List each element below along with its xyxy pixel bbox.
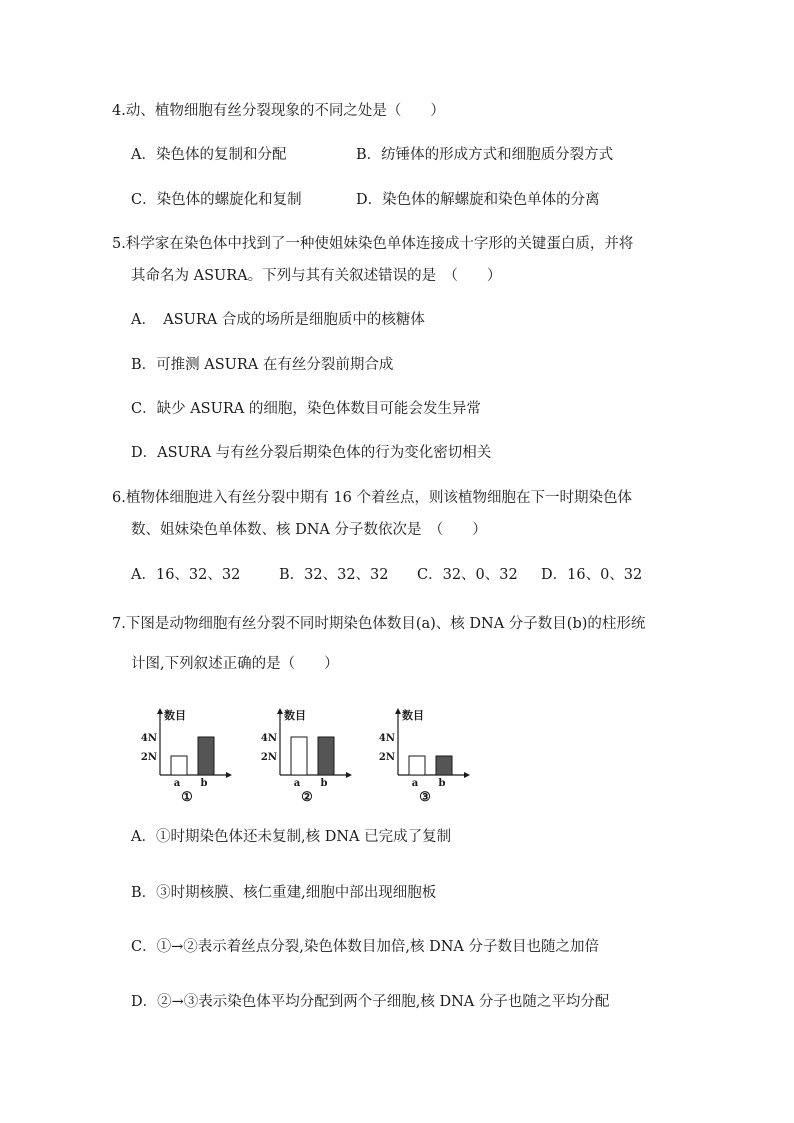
x-tick-label: a <box>173 778 181 789</box>
bar-chart-3 <box>368 700 478 810</box>
y-axis-label: 数目 <box>164 709 186 722</box>
chart-title: ③ <box>419 790 431 805</box>
question-5-option-c: C．缺少 ASURA 的细胞，染色体数目可能会发生异常 <box>131 401 481 417</box>
bar-b <box>198 737 214 775</box>
x-tick-label: b <box>200 778 208 789</box>
y-tick-label: 4N <box>260 733 277 744</box>
y-tick-label: 4N <box>378 733 395 744</box>
y-axis-arrow-icon <box>157 708 163 714</box>
question-7-option-d: D．②→③表示染色体平均分配到两个子细胞,核 DNA 分子也随之平均分配 <box>131 994 610 1010</box>
question-6-option-b: B．32、32、32 <box>279 567 389 583</box>
question-5-option-b: B．可推测 ASURA 在有丝分裂前期合成 <box>131 357 394 373</box>
y-axis-label: 数目 <box>284 709 306 722</box>
y-tick-label: 2N <box>140 752 157 763</box>
x-axis-arrow-icon <box>346 772 352 778</box>
question-6-option-a: A．16、32、32 <box>131 567 241 583</box>
question-4-option-a: A．染色体的复制和分配 <box>131 147 287 163</box>
bar-chart-1 <box>130 700 240 810</box>
y-axis-arrow-icon <box>395 708 401 714</box>
question-6-option-c: C．32、0、32 <box>417 567 518 583</box>
x-tick-label: b <box>438 778 446 789</box>
question-5-stem-line-2: 其命名为 ASURA。下列与其有关叙述错误的是 （ ） <box>131 268 502 284</box>
question-4-option-b: B．纺锤体的形成方式和细胞质分裂方式 <box>356 147 614 163</box>
question-4-option-c: C．染色体的螺旋化和复制 <box>131 192 302 208</box>
bar-a <box>171 756 187 775</box>
y-tick-label: 4N <box>140 733 157 744</box>
question-6-stem-line-1: 6.植物体细胞进入有丝分裂中期有 16 个着丝点，则该植物细胞在下一时期染色体 <box>112 490 633 506</box>
question-7-option-a: A．①时期染色体还未复制,核 DNA 已完成了复制 <box>131 829 452 845</box>
question-5-stem-line-1: 5.科学家在染色体中找到了一种使姐妹染色单体连接成十字形的关键蛋白质，并将 <box>112 236 634 252</box>
question-6-stem-line-2: 数、姐妹染色单体数、核 DNA 分子数依次是 （ ） <box>131 522 487 538</box>
y-axis-arrow-icon <box>277 708 283 714</box>
question-7-stem-line-1: 7.下图是动物细胞有丝分裂不同时期染色体数目(a)、核 DNA 分子数目(b)的柱形统 <box>112 616 646 632</box>
bar-a <box>291 737 307 775</box>
x-axis-arrow-icon <box>464 772 470 778</box>
question-4-option-d: D．染色体的解螺旋和染色单体的分离 <box>356 192 600 208</box>
question-5-option-d: D．ASURA 与有丝分裂后期染色体的行为变化密切相关 <box>131 445 492 461</box>
question-7-option-c: C．①→②表示着丝点分裂,染色体数目加倍,核 DNA 分子数目也随之加倍 <box>131 939 599 955</box>
question-7-stem-line-2: 计图,下列叙述正确的是（ ） <box>131 656 339 672</box>
x-tick-label: a <box>411 778 419 789</box>
bar-b <box>436 756 452 775</box>
y-tick-label: 2N <box>378 752 395 763</box>
chart-title: ① <box>181 790 193 805</box>
x-tick-label: a <box>293 778 301 789</box>
chart-title: ② <box>301 790 313 805</box>
bar-chart-2 <box>250 700 360 810</box>
question-6-option-d: D．16、0、32 <box>541 567 643 583</box>
question-5-option-a: A． ASURA 合成的场所是细胞质中的核糖体 <box>131 312 425 328</box>
x-tick-label: b <box>320 778 328 789</box>
y-tick-label: 2N <box>260 752 277 763</box>
bar-b <box>318 737 334 775</box>
question-7-option-b: B．③时期核膜、核仁重建,细胞中部出现细胞板 <box>131 885 437 901</box>
x-axis-arrow-icon <box>226 772 232 778</box>
bar-a <box>409 756 425 775</box>
y-axis-label: 数目 <box>402 709 424 722</box>
question-4-stem: 4.动、植物细胞有丝分裂现象的不同之处是（ ） <box>112 103 445 119</box>
